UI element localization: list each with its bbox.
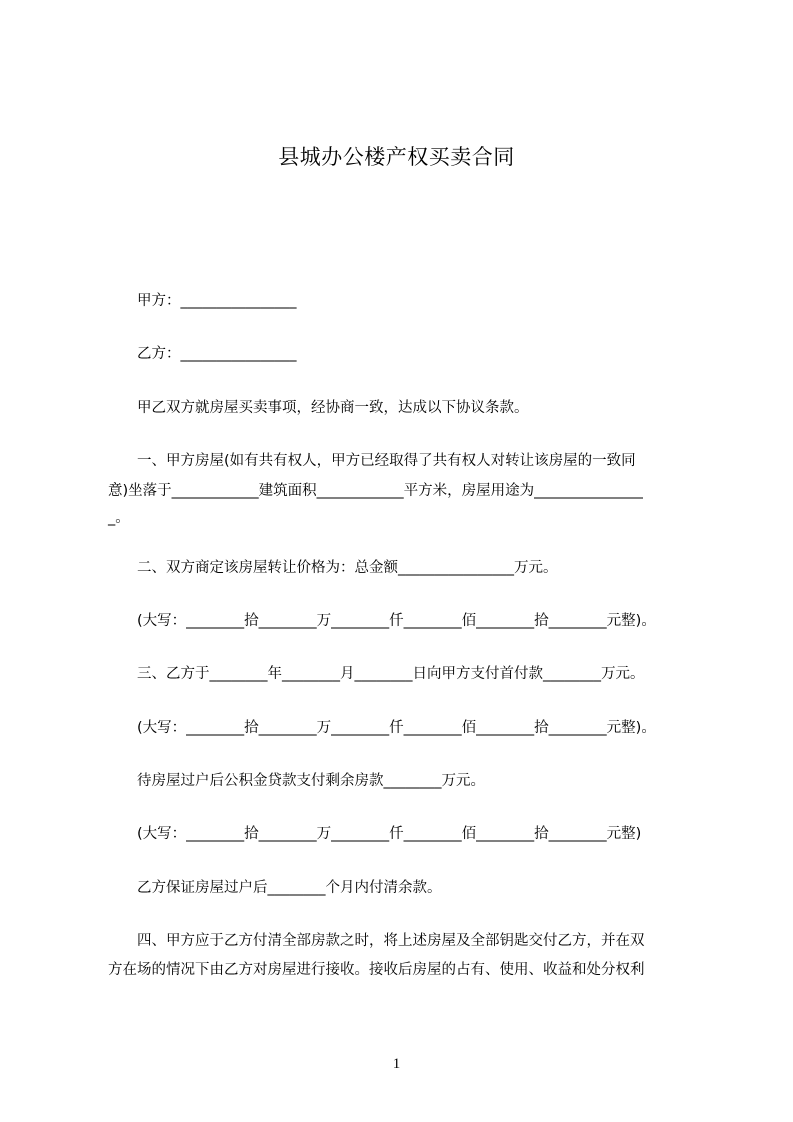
clause-3-line: 三、乙方于________年________月________日向甲方支付首付款________万元。 — [137, 666, 645, 682]
remaining-uppercase-amount: (大写：________拾________万________仟________佰________拾________元整) — [137, 826, 642, 842]
page-number: 1 — [392, 1056, 401, 1072]
clause-3-uppercase-amount: (大写：________拾________万________仟________佰________拾________元整)。 — [137, 720, 656, 736]
payment-guarantee-line: 乙方保证房屋过户后________个月内付清余款。 — [137, 880, 442, 896]
clause-4-line-1: 四、甲方应于乙方付清全部房款之时，将上述房屋及全部钥匙交付乙方，并在双 — [137, 933, 645, 949]
remaining-payment-line: 待房屋过户后公积金贷款支付剩余房款________万元。 — [137, 773, 485, 789]
party-a-line: 甲方：________________ — [137, 293, 297, 309]
clause-4-line-2: 方在场的情况下由乙方对房屋进行接收。接收后房屋的占有、使用、收益和处分权利 — [108, 962, 645, 978]
party-b-line: 乙方：________________ — [137, 346, 297, 362]
document-title: 县城办公楼产权买卖合同 — [278, 145, 515, 169]
clause-1-line-2: 意)坐落于____________建筑面积____________平方米，房屋用途为_______________ — [108, 483, 643, 499]
clause-2-line: 二、双方商定该房屋转让价格为：总金额________________万元。 — [137, 560, 558, 576]
clause-2-uppercase-amount: (大写：________拾________万________仟________佰________拾________元整)。 — [137, 613, 656, 629]
clause-1-line-1: 一、甲方房屋(如有共有权人，甲方已经取得了共有权人对转让该房屋的一致同 — [137, 453, 636, 469]
clause-1-line-3: _。 — [108, 510, 130, 526]
intro-paragraph: 甲乙双方就房屋买卖事项，经协商一致，达成以下协议条款。 — [137, 400, 529, 416]
